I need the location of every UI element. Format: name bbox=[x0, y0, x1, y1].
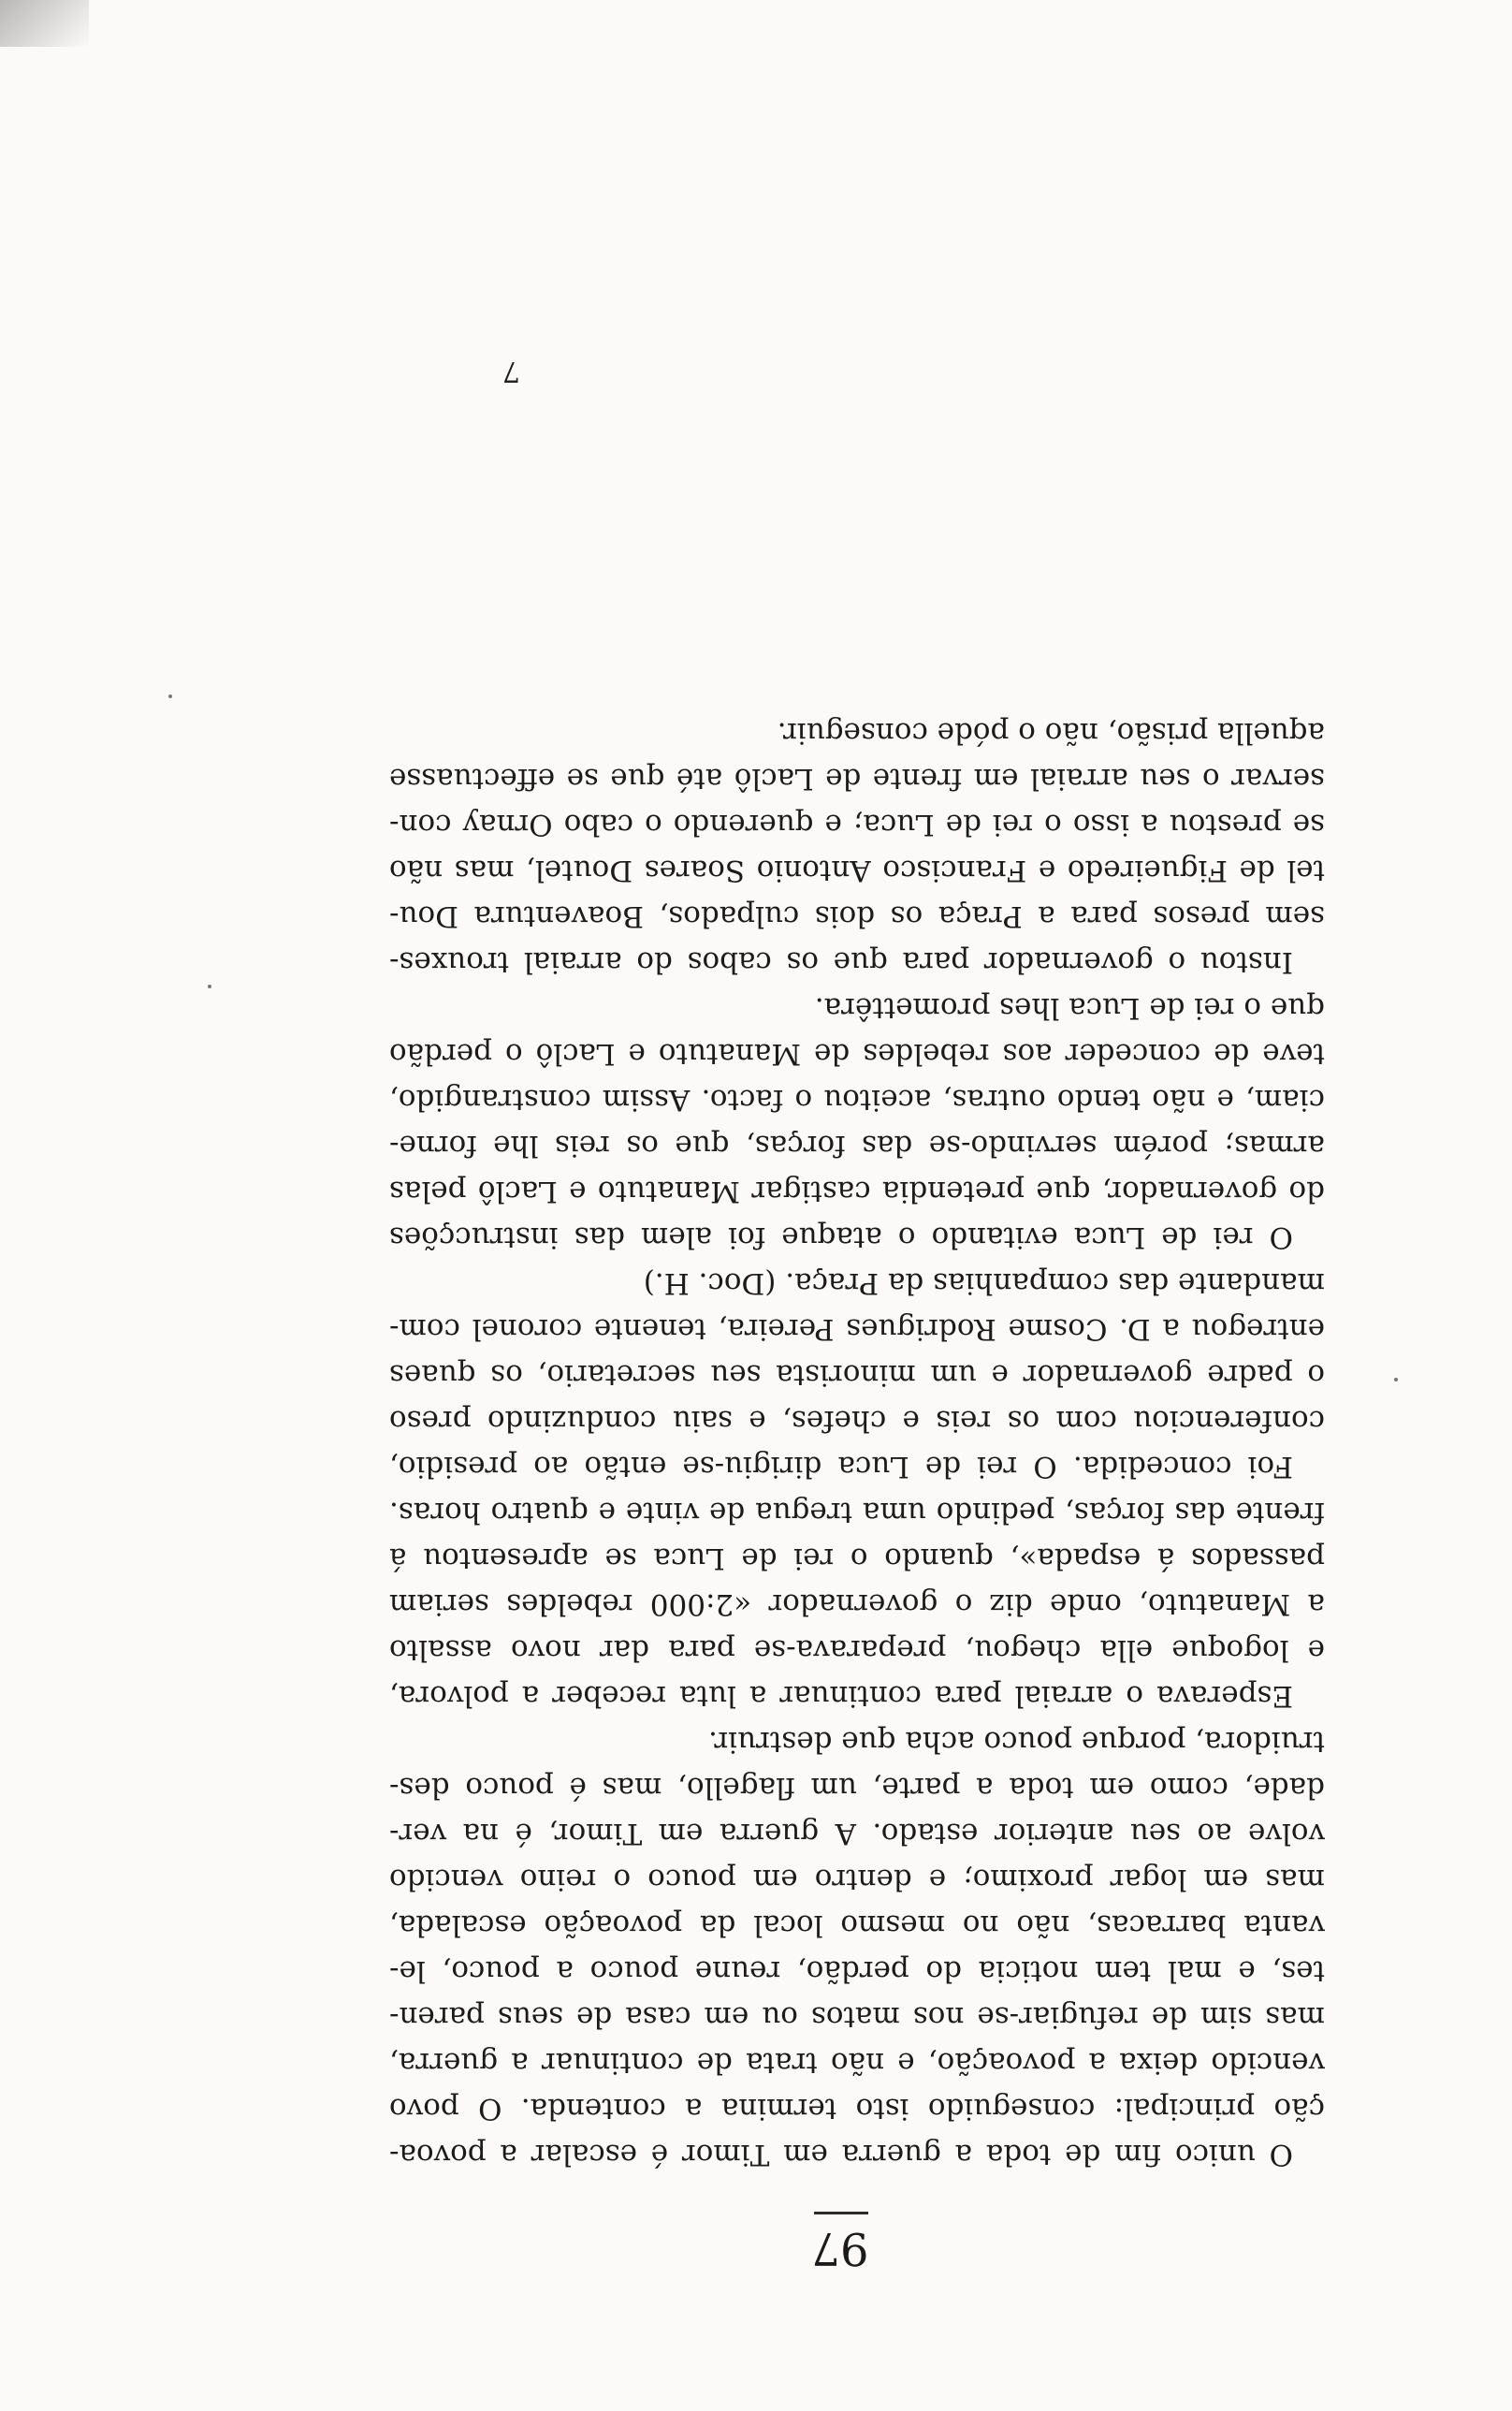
text-line: entregou a D. Cosme Rodrigues Pereira, tenente coronel com- bbox=[389, 1312, 1325, 1346]
text-line: aquella prisão, não o póde conseguir. bbox=[777, 716, 1325, 750]
text-line: do governador, que pretendia castigar Manatuto e Laclô pelas bbox=[389, 1175, 1325, 1208]
page-number: 97 bbox=[811, 2222, 869, 2274]
text-line: frente das forças, pedindo uma tregua de vinte e quatro horas. bbox=[389, 1496, 1325, 1529]
text-line: O rei de Luca evitando o ataque foi alem das instrucções bbox=[389, 1220, 1293, 1254]
text-line: teve de conceder aos rebeldes de Manatuto e Laclô o perdão bbox=[389, 1037, 1325, 1071]
text-line: mas sim de refugiar-se nos matos ou em casa de seus paren- bbox=[389, 2000, 1325, 2034]
paragraph bbox=[389, 1489, 1325, 1718]
paragraph bbox=[389, 1260, 1325, 1489]
text-line: passados á espada», quando o rei de Luca se apresentou á bbox=[389, 1542, 1325, 1575]
text-line: o padre governador e um minorista seu secretario, os quaes bbox=[389, 1358, 1325, 1392]
paragraph bbox=[389, 985, 1325, 1260]
text-line: ção principal: conseguido isto termina a contenda. O povo bbox=[389, 2092, 1325, 2126]
paper-speck bbox=[1394, 1378, 1398, 1381]
text-line: volve ao seu anterior estado. A guerra em Timor, é na ver- bbox=[389, 1817, 1325, 1850]
text-line: tes, e mal tem noticia do perdão, reune pouco a pouco, le- bbox=[389, 1954, 1325, 1988]
text-line: dade, como em toda a parte, um flagello, mas é pouco des- bbox=[389, 1771, 1325, 1805]
text-line: vanta barracas, não no mesmo local da povoação escalada, bbox=[389, 1908, 1325, 1942]
text-line: sem presos para a Praça os dois culpados, Boaventura Dou- bbox=[389, 899, 1325, 933]
text-line: vencido deixa a povoação, e não trata de continuar a guerra, bbox=[389, 2046, 1325, 2080]
text-line: Instou o governador para que os cabos do arraial trouxes- bbox=[389, 945, 1293, 979]
text-line: Foi concedida. O rei de Luca dirigiu-se então ao presidio, bbox=[389, 1450, 1293, 1483]
text-line: servar o seu arraial em frente de Laclô até que se effectuasse bbox=[389, 762, 1325, 796]
text-line: Esperava o arraial para continuar a luta receber a polvora, bbox=[389, 1679, 1293, 1713]
text-line: mas em logar proximo; e dentro em pouco o reino vencido bbox=[389, 1863, 1325, 1896]
paragraph bbox=[389, 1718, 1325, 2177]
paragraph bbox=[389, 709, 1325, 985]
paper-speck bbox=[168, 694, 172, 698]
text-line: se prestou a isso o rei de Luca; e querendo o cabo Ornay con- bbox=[389, 808, 1325, 841]
text-line: que o rei de Luca lhes promettêra. bbox=[814, 991, 1325, 1025]
paper-speck bbox=[208, 985, 211, 988]
text-line: O unico fim de toda a guerra em Timor é escalar a povoa- bbox=[389, 2138, 1293, 2171]
text-line: armas; porém servindo-se das forças, que os reis lhe forne- bbox=[389, 1129, 1325, 1162]
body-text bbox=[389, 709, 1325, 2177]
text-line: a Manatuto, onde diz o governador «2:000 rebeldes seriam bbox=[389, 1587, 1325, 1621]
closing-mark: 7 bbox=[502, 355, 520, 387]
text-line: ciam, e não tendo outras, aceitou o facto. Assim constrangido, bbox=[389, 1083, 1325, 1117]
text-line: tel de Figueiredo e Francisco Antonio Soares Doutel, mas não bbox=[389, 854, 1325, 887]
text-line: truidora, porque pouco acha que destruir. bbox=[707, 1725, 1325, 1759]
page-number-rule bbox=[814, 2212, 868, 2214]
text-line: e logoque ella chegou, preparava-se para dar novo assalto bbox=[389, 1633, 1325, 1667]
text-line: mandante das companhias da Praça. (Doc. H.) bbox=[643, 1266, 1325, 1300]
page-edge-wear bbox=[0, 0, 89, 47]
text-line: conferenciou com os reis e chefes, e saiu conduzindo preso bbox=[389, 1404, 1325, 1438]
